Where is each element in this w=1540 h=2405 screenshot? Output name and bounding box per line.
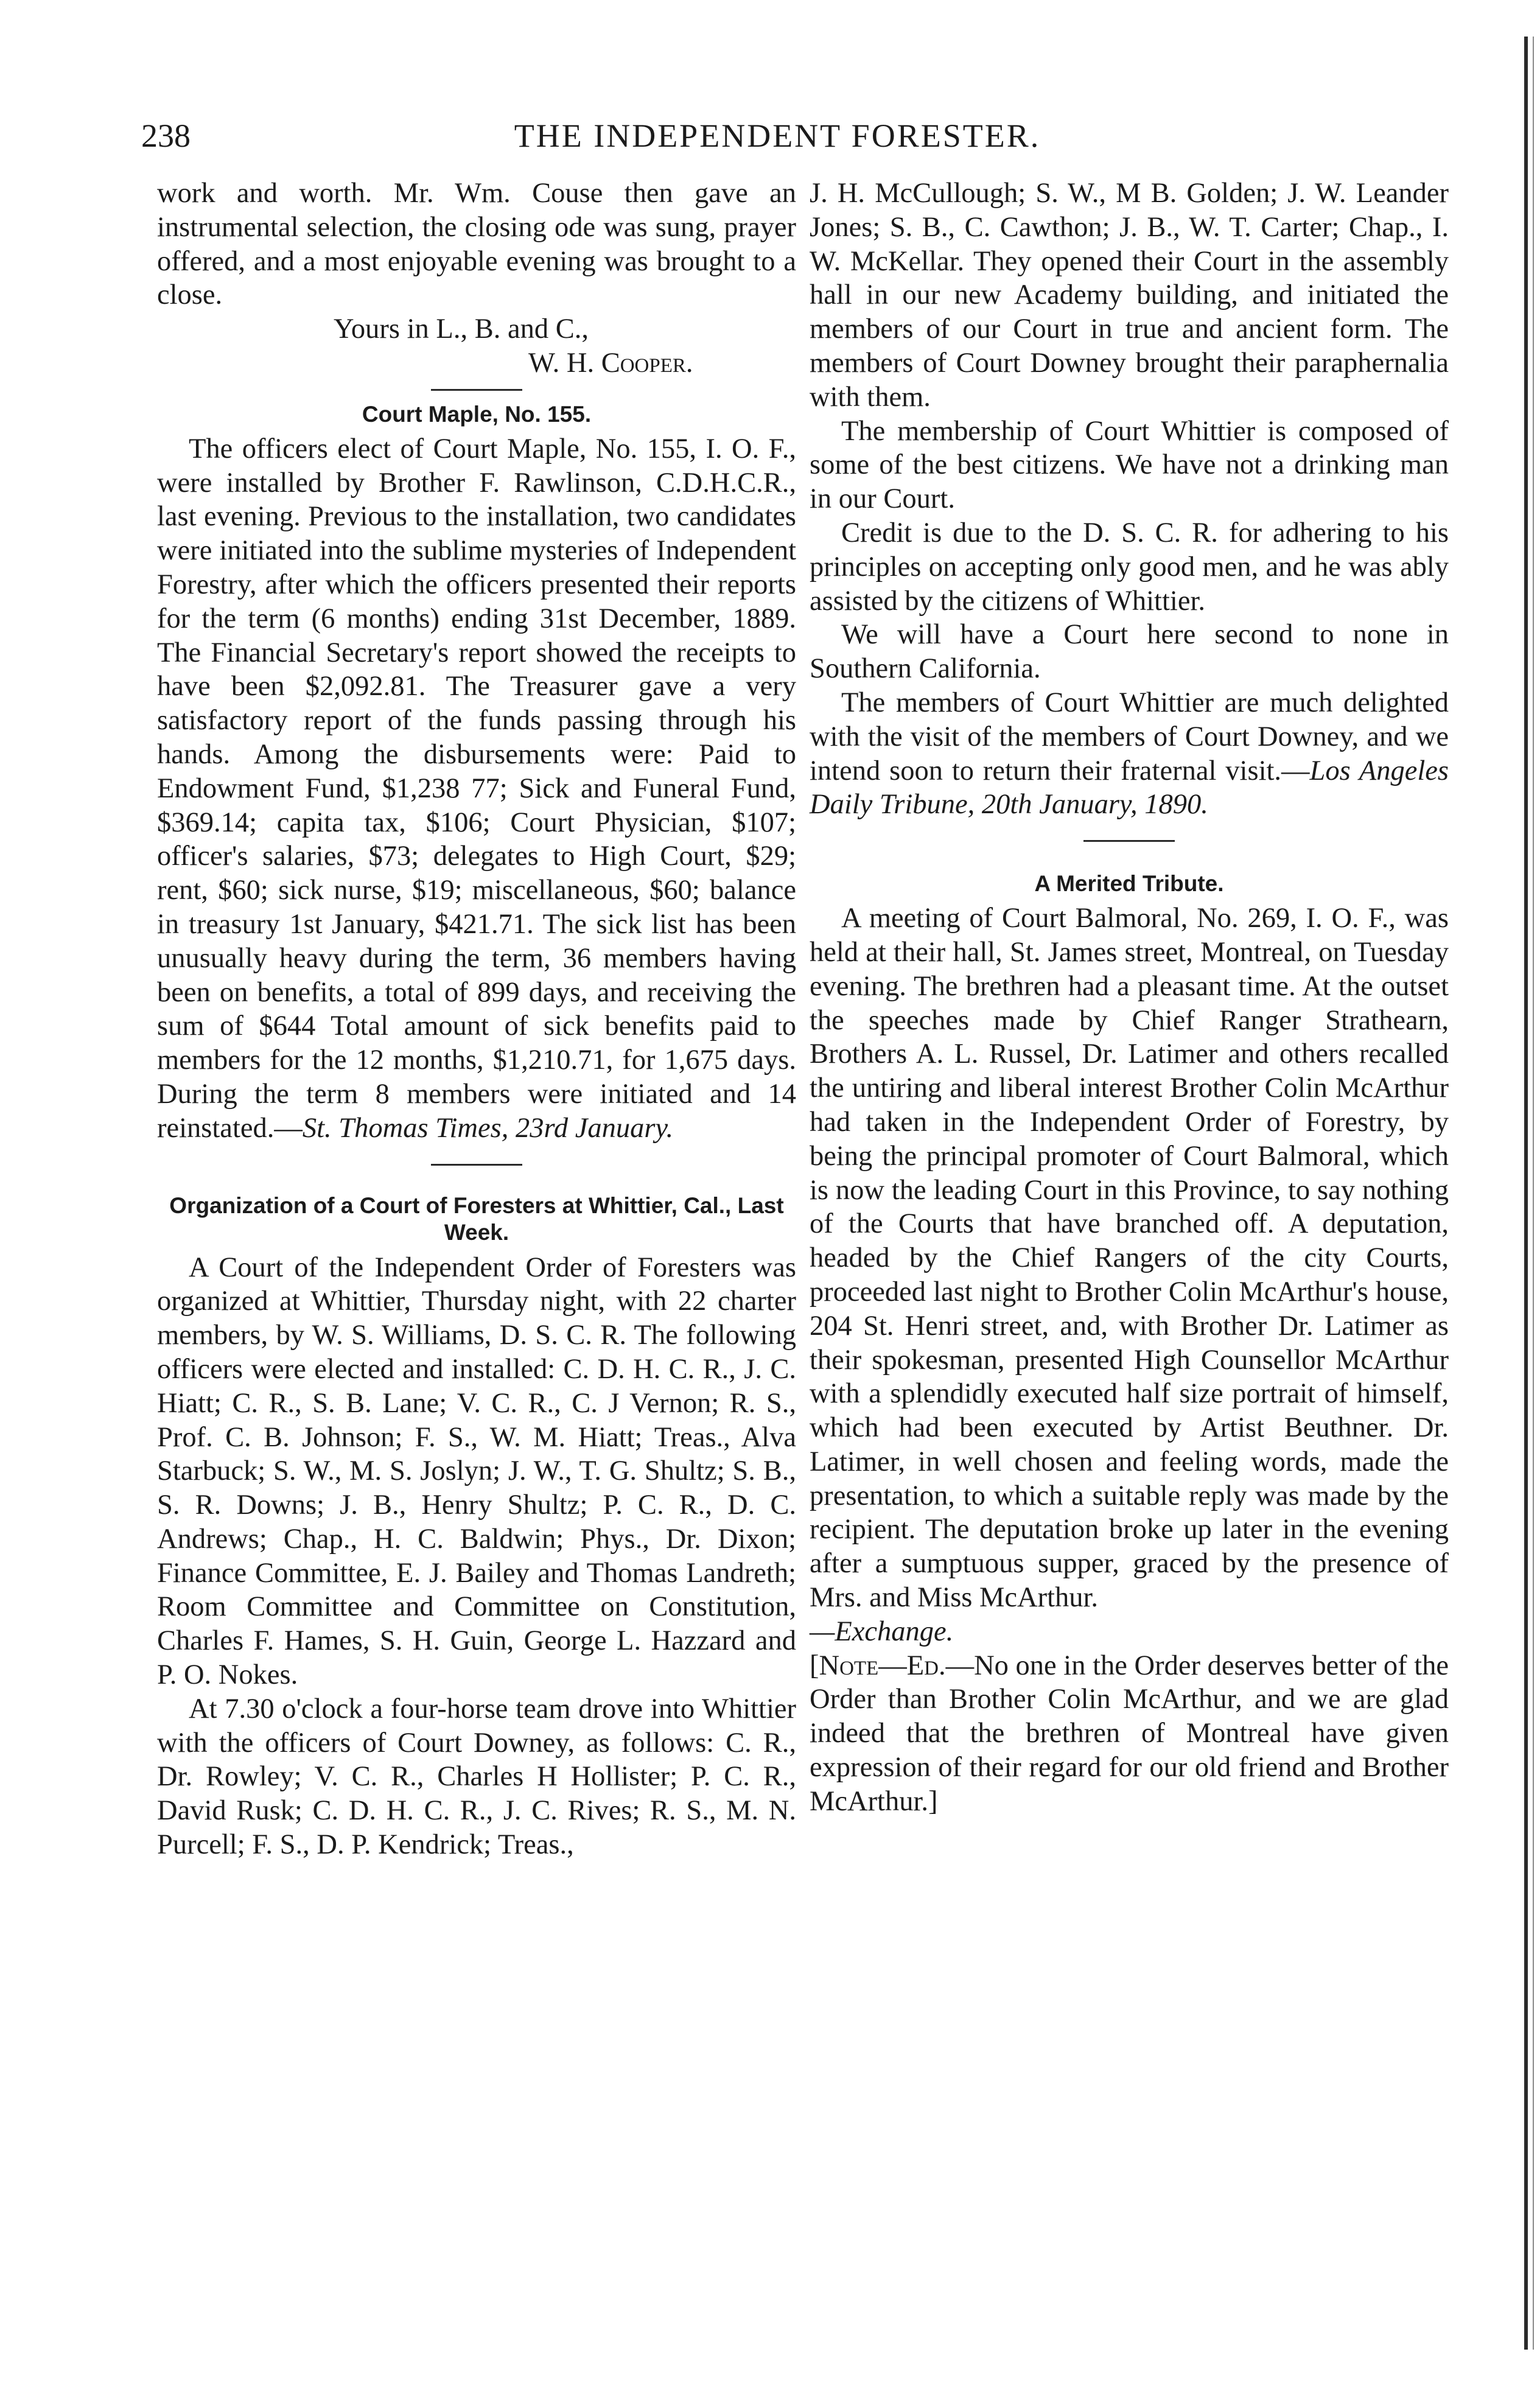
whittier-officers-paragraph: A Court of the Independent Order of Foresters was organized at Whittier, Thursday night, with 22 charter members, by W. S. Williams, D. S. C. R. The following officers were elected and installed: C. D. H. C. R., J. C. Hiatt; C. R., S. B. Lane; V. C. R., C. J Vernon; R. S., Prof. C. B. Johnson; F. S., W. M. Hiatt; Treas., Alva Starbuck; S. W., M. S. Joslyn; J. W., T. G. Shultz; S. B., S. R. Downs; J. B., Henry Shultz; P. C. R., D. C. Andrews; Chap., H. C. Baldwin; Phys., Dr. Dixon; Finance Committee, E. J. Bailey and Thomas Landreth; Room Committee and Committee on Constitution, Charles F. Hames, S. H. Guin, George L. Hazzard and P. O. Nokes.: [157, 1252, 796, 1691]
court-maple-report: [157, 432, 796, 1146]
right-column: [810, 177, 1449, 1819]
page-edge-shadow: [1533, 37, 1534, 2350]
whittier-continued-paragraph: J. H. McCullough; S. W., M B. Golden; J. W. Leander Jones; S. B., C. Cawthon; J. B., W. T. Carter; Chap., I. W. McKellar. They opened their Court in the assembly hall in our new Academy building, and initiated the members of our Court in true and ancient form. The members of Court Downey brought their paraphernalia with them.: [810, 178, 1449, 413]
editor-note-label: [Note—Ed.: [810, 1650, 946, 1681]
article-heading-merited-tribute: A Merited Tribute.: [1034, 871, 1224, 897]
page-edge-line: [1524, 37, 1528, 2350]
merited-tribute-source: [810, 1615, 1449, 1649]
court-maple-source: St. Thomas Times, 23rd January.: [302, 1112, 674, 1144]
article-heading-court-maple: Court Maple, No. 155.: [362, 401, 592, 427]
whittier-membership-paragraph: The membership of Court Whittier is composed of some of the best citizens. We have not a drinking man in our Court.: [810, 415, 1449, 515]
whittier-downey-paragraph: At 7.30 o'clock a four-horse team drove into Whittier with the officers of Court Downey, as follows: C. R., Dr. Rowley; V. C. R., Charles H Hollister; P. C. R., David Rusk; C. D. H. C. R., J. C. Rives; R. S., M. N. Purcell; F. S., D. P. Kendrick; Treas.,: [157, 1693, 796, 1861]
whittier-visit-paragraph: [810, 686, 1449, 822]
section-divider: [431, 389, 522, 391]
letter-closing: Yours in L., B. and C.,: [334, 313, 589, 345]
whittier-source: Los Angeles Daily Tribune, 20th January, 1890.: [810, 755, 1449, 821]
merited-tribute-paragraph: A meeting of Court Balmoral, No. 269, I. O. F., was held at their hall, St. James street, Montreal, on Tuesday evening. The brethren had a pleasant time. At the outset the speeches made by Chief Ranger Strathearn, Brothers A. L. Russel, Dr. Latimer and others recalled the untiring and liberal interest Brother Colin McArthur had taken in the Independent Order of Forestry, by being the principal promoter of Court Balmoral, which is now the leading Court in this Province, to say nothing of the Courts that have branched off. A deputation, headed by the Chief Rangers of the city Courts, proceeded last night to Brother Colin McArthur's house, 204 St. Henri street, and, with Brother Dr. Latimer as their spokesman, presented High Counsellor McArthur with a splendidly executed half size portrait of himself, which had been executed by Artist Beuthner. Dr. Latimer, in well chosen and feeling words, made the presentation, to which a suitable reply was made by the recipient. The deputation broke up later in the evening after a sumptuous supper, graced by the presence of Mrs. and Miss McArthur.: [810, 903, 1449, 1614]
running-head: [141, 117, 1413, 159]
whittier-second-to-none-paragraph: We will have a Court here second to none in Southern California.: [810, 619, 1449, 685]
journal-title: THE INDEPENDENT FORESTER.: [514, 117, 1041, 154]
section-divider: [1083, 840, 1175, 842]
editor-note-text: —No one in the Order deserves better of the Order than Brother Colin McArthur, and we are glad indeed that the brethren of Montreal have given expression of their regard for our old friend and Brother McArthur.]: [810, 1650, 1449, 1817]
letter-signature: W. H. Cooper.: [528, 347, 693, 379]
court-maple-text: The officers elect of Court Maple, No. 155, I. O. F., were installed by Brother F. Rawlinson, C.D.H.C.R., last evening. Previous to the installation, two candidates were initiated into the sublime mysteries of Independent Forestry, after which the officers presented their reports for the term (6 months) ending 31st December, 1889. The Financial Secretary's report showed the receipts to have been $2,092.81. The Treasurer gave a very satisfactory report of the funds passing through his hands. Among the disbursements were: Paid to Endowment Fund, $1,238 77; Sick and Funeral Fund, $369.14; capita tax, $106; Court Physician, $107; officer's salaries, $73; delegates to High Court, $29; rent, $60; sick nurse, $19; miscellaneous, $60; balance in treasury 1st January, $421.71. The sick list has been unusually heavy during the term, 36 members having been on benefits, a total of 899 days, and receiving the sum of $644 Total amount of sick benefits paid to members for the 12 months, $1,210.71, for 1,675 days. During the term 8 members were initiated and 14 reinstated.—: [157, 433, 796, 1144]
page-number: 238: [141, 117, 191, 154]
left-column: [157, 177, 796, 1862]
whittier-credit-paragraph: Credit is due to the D. S. C. R. for adhering to his principles on accepting only good men, and he was ably assisted by the citizens of Whittier.: [810, 517, 1449, 617]
editor-note: [810, 1649, 1449, 1819]
cooper-letter-ending: work and worth. Mr. Wm. Couse then gave an instrumental selection, the closing ode was sung, prayer offered, and a most enjoyable evening was brought to a close.: [157, 178, 796, 311]
section-divider: [431, 1164, 522, 1166]
whittier-visit-text: The members of Court Whittier are much delighted with the visit of the members of Court Downey, and we intend soon to return their fraternal visit.—: [810, 687, 1449, 786]
exchange-source: —Exchange.: [810, 1616, 954, 1647]
article-heading-whittier: Organization of a Court of Foresters at Whittier, Cal., Last Week.: [169, 1192, 784, 1245]
